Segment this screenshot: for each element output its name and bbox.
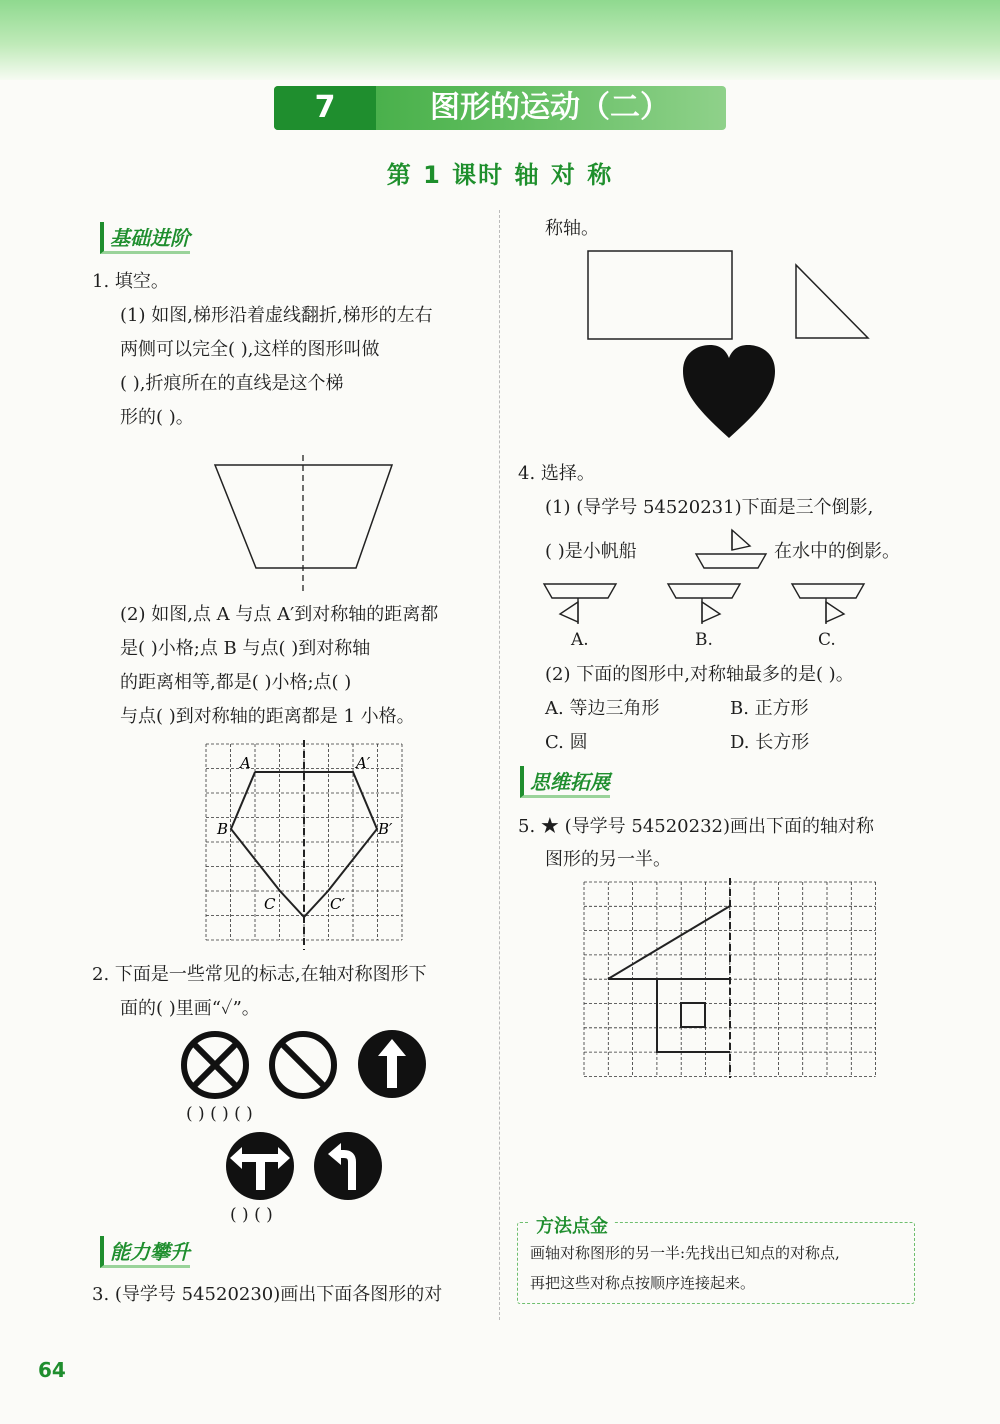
label-B-prime: B′ [378, 820, 393, 838]
q4-p1-line1: (1) (导学号 54520231)下面是三个倒影, [545, 497, 874, 518]
label-A: A [240, 754, 251, 772]
q1-p2-line4: 与点( )到对称轴的距离都是 1 小格。 [120, 706, 415, 727]
q1-p2-line3: 的距离相等,都是( )小格;点( ) [120, 672, 352, 693]
reflection-a [544, 584, 616, 624]
sailboat-icon [692, 526, 770, 572]
label-A-prime: A′ [356, 754, 371, 772]
left-right-arrow-sign-icon [224, 1130, 296, 1202]
q2-line1: 2. 下面是一些常见的标志,在轴对称图形下 [92, 964, 427, 985]
q4-p1-line2b: 在水中的倒影。 [774, 541, 900, 562]
symmetry-grid-figure [206, 744, 402, 950]
label-C: C [264, 895, 276, 913]
prohibition-sign-icon [268, 1030, 338, 1100]
reflection-options [540, 578, 840, 632]
q2-blanks-row1: ( ) ( ) ( ) [186, 1104, 253, 1124]
q5-line1: 5. ★ (导学号 54520232)画出下面的轴对称 [518, 816, 874, 837]
q1-p1-line4: 形的( )。 [120, 407, 194, 428]
q4-head: 4. 选择。 [518, 463, 595, 484]
house-grid-figure [584, 882, 876, 1078]
column-divider [499, 210, 500, 1320]
q4-p1-line2a: ( )是小帆船 [545, 541, 637, 562]
no-entry-x-sign-icon [180, 1030, 250, 1100]
label-C-prime: C′ [330, 895, 345, 913]
q4-opt-d: D. 长方形 [730, 732, 810, 753]
q3-line2: 称轴。 [545, 218, 599, 239]
tip-line1: 画轴对称图形的另一半:先找出已知点的对称点, [530, 1244, 840, 1262]
q4-p2-line1: (2) 下面的图形中,对称轴最多的是( )。 [545, 664, 854, 685]
option-a-label: A. [571, 630, 589, 650]
q3-line1: 3. (导学号 54520230)画出下面各图形的对 [92, 1284, 443, 1305]
tip-head: 方法点金 [530, 1212, 614, 1238]
straight-arrow-sign-icon [356, 1028, 428, 1100]
tip-line2: 再把这些对称点按顺序连接起来。 [530, 1274, 756, 1292]
q1-p1-line2: 两侧可以完全( ),这样的图形叫做 [120, 339, 380, 360]
q1-p2-line2: 是( )小格;点 B 与点( )到对称轴 [120, 638, 371, 659]
q1-head: 1. 填空。 [92, 271, 169, 292]
page-number: 64 [38, 1358, 66, 1382]
q4-opt-b: B. 正方形 [730, 698, 809, 719]
q4-opt-c: C. 圆 [545, 732, 588, 753]
q1-p2-line1: (2) 如图,点 A 与点 A′到对称轴的距离都 [120, 604, 439, 625]
lesson-title: 第 1 课时 轴 对 称 [386, 161, 614, 189]
q2-line2: 面的( )里画“✓”。 [120, 998, 260, 1019]
header-band [0, 0, 1000, 80]
section-thinking: 思维拓展 [520, 766, 610, 798]
heart-shape [683, 345, 775, 438]
chapter-number: 7 [274, 86, 376, 130]
section-ability: 能力攀升 [100, 1236, 190, 1268]
q5-line2: 图形的另一半。 [545, 849, 671, 870]
reflection-b [668, 584, 740, 624]
option-c-label: C. [818, 630, 836, 650]
trapezoid-figure [210, 455, 400, 595]
rectangle-shape [588, 251, 732, 339]
label-B: B [217, 820, 229, 838]
option-b-label: B. [695, 630, 713, 650]
q2-blanks-row2: ( ) ( ) [230, 1205, 273, 1225]
right-triangle-shape [796, 265, 868, 338]
q1-p1-line3: ( ),折痕所在的直线是这个梯 [120, 373, 344, 394]
q1-p1-line1: (1) 如图,梯形沿着虚线翻折,梯形的左右 [120, 305, 433, 326]
chapter-title: 图形的运动（二） [430, 90, 670, 125]
section-basic: 基础进阶 [100, 222, 190, 254]
q3-shapes [586, 248, 876, 448]
q4-opt-a: A. 等边三角形 [545, 698, 660, 719]
turn-left-arrow-sign-icon [312, 1130, 384, 1202]
reflection-c [792, 584, 864, 624]
